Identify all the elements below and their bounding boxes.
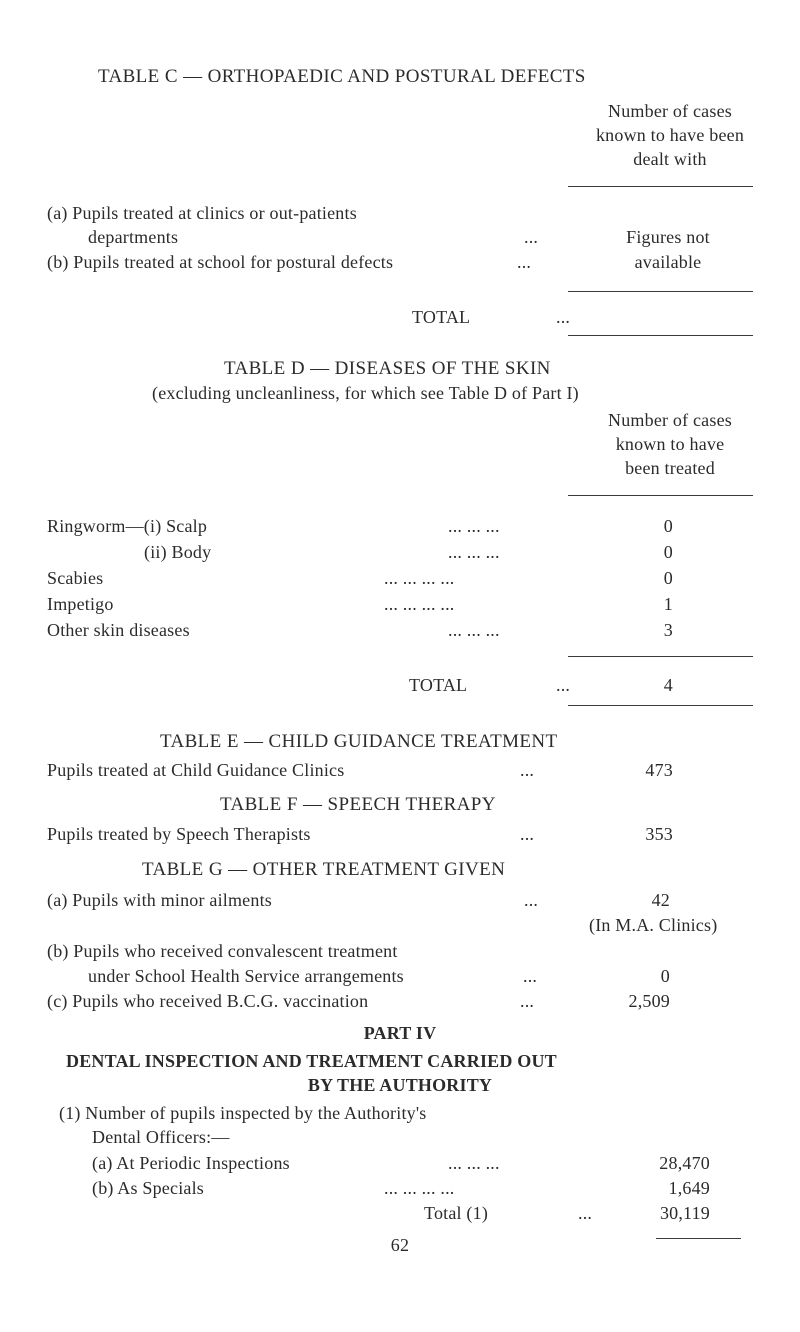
table-d-header-1: Number of cases (608, 410, 732, 430)
table-c-value-rule (568, 291, 753, 292)
part-iv-row-b: (b) As Specials (92, 1178, 204, 1198)
table-c-header-1: Number of cases (608, 101, 732, 121)
table-c-row-b: (b) Pupils treated at school for postural defects (47, 252, 394, 272)
part-iv-item1-line2: Dental Officers:— (92, 1127, 230, 1147)
table-c-title: TABLE C — ORTHOPAEDIC AND POSTURAL DEFECTS (98, 66, 586, 87)
part-iv-row-a-dots: ... ... ... (448, 1153, 500, 1173)
part-iv-heading: PART IV (363, 1023, 437, 1043)
table-d-title: TABLE D — DISEASES OF THE SKIN (224, 358, 551, 379)
table-f-label: Pupils treated by Speech Therapists (47, 824, 311, 844)
table-g-row-b-line2: under School Health Service arrangements (88, 966, 404, 986)
table-d-row-label: Other skin diseases (47, 620, 190, 640)
table-d-row-dots: ... ... ... ... (384, 594, 455, 614)
part-iv-row-b-value: 1,649 (668, 1178, 710, 1198)
table-f-title: TABLE F — SPEECH THERAPY (220, 794, 496, 815)
table-c-total-label: TOTAL (412, 307, 471, 327)
table-g-row-a-value: 42 (651, 890, 670, 910)
part-iv-total-label: Total (1) (424, 1203, 489, 1223)
table-d-row-label: Impetigo (47, 594, 114, 614)
table-c-total-rule (568, 335, 753, 336)
part-iv-row-a: (a) At Periodic Inspections (92, 1153, 290, 1173)
part-iv-title-line1: DENTAL INSPECTION AND TREATMENT CARRIED OUT (66, 1051, 557, 1071)
table-c-value-line1: Figures not (626, 227, 710, 247)
table-c-header-rule (568, 186, 753, 187)
table-d-total-rule (568, 705, 753, 706)
table-c-row-b-dots: ... (517, 252, 532, 272)
table-e-value: 473 (645, 760, 673, 780)
part-iv-total-dots: ... (578, 1203, 593, 1223)
table-d-header-rule (568, 495, 753, 496)
table-c-value-line2: available (634, 252, 702, 272)
table-e-title: TABLE E — CHILD GUIDANCE TREATMENT (160, 731, 558, 752)
table-c-row-a-line2: departments (88, 227, 179, 247)
table-c-header-2: known to have been (595, 125, 745, 145)
table-d-row-dots: ... ... ... (448, 620, 500, 640)
table-g-row-b-line1: (b) Pupils who received convalescent treatment (47, 941, 398, 961)
table-d-header-3: been treated (625, 458, 715, 478)
table-g-row-b-dots: ... (523, 966, 538, 986)
part-iv-title-line2: BY THE AUTHORITY (307, 1075, 493, 1095)
part-iv-total-rule (656, 1238, 741, 1239)
table-d-row-dots: ... ... ... (448, 542, 500, 562)
table-g-row-c-value: 2,509 (628, 991, 670, 1011)
table-d-header-2: known to have (615, 434, 725, 454)
table-g-row-a-dots: ... (524, 890, 539, 910)
table-d-row-dots: ... ... ... ... (384, 568, 455, 588)
table-d-row-value: 0 (663, 516, 673, 536)
part-iv-row-a-value: 28,470 (659, 1153, 710, 1173)
table-d-subtitle: (excluding uncleanliness, for which see Table D of Part I) (152, 383, 579, 403)
table-g-row-a-note: (In M.A. Clinics) (589, 915, 718, 935)
table-f-value: 353 (645, 824, 673, 844)
table-g-title: TABLE G — OTHER TREATMENT GIVEN (142, 859, 506, 880)
table-c-total-dots: ... (556, 307, 571, 327)
table-d-total-dots: ... (556, 675, 571, 695)
part-iv-total-value: 30,119 (659, 1203, 710, 1223)
table-e-dots: ... (520, 760, 535, 780)
table-e-label: Pupils treated at Child Guidance Clinics (47, 760, 345, 780)
table-d-row-value: 3 (663, 620, 673, 640)
table-d-row-label: (ii) Body (144, 542, 212, 562)
table-d-total-label: TOTAL (409, 675, 468, 695)
part-iv-row-b-dots: ... ... ... ... (384, 1178, 455, 1198)
table-f-dots: ... (520, 824, 535, 844)
table-d-row-dots: ... ... ... (448, 516, 500, 536)
table-d-value-rule (568, 656, 753, 657)
part-iv-item1-line1: (1) Number of pupils inspected by the Authority's (59, 1103, 427, 1123)
table-g-row-c: (c) Pupils who received B.C.G. vaccination (47, 991, 369, 1011)
table-g-row-c-dots: ... (520, 991, 535, 1011)
table-d-row-label: Ringworm—(i) Scalp (47, 516, 208, 536)
table-g-row-a: (a) Pupils with minor ailments (47, 890, 272, 910)
table-d-row-value: 1 (663, 594, 673, 614)
table-c-header-3: dealt with (633, 149, 707, 169)
table-c-row-a-line1: (a) Pupils treated at clinics or out-patients (47, 203, 357, 223)
table-d-row-value: 0 (663, 542, 673, 562)
page-number: 62 (390, 1235, 410, 1255)
table-d-row-label: Scabies (47, 568, 104, 588)
table-d-row-value: 0 (663, 568, 673, 588)
table-d-total-value: 4 (663, 675, 673, 695)
table-g-row-b-value: 0 (660, 966, 670, 986)
table-c-row-a-dots: ... (524, 227, 539, 247)
